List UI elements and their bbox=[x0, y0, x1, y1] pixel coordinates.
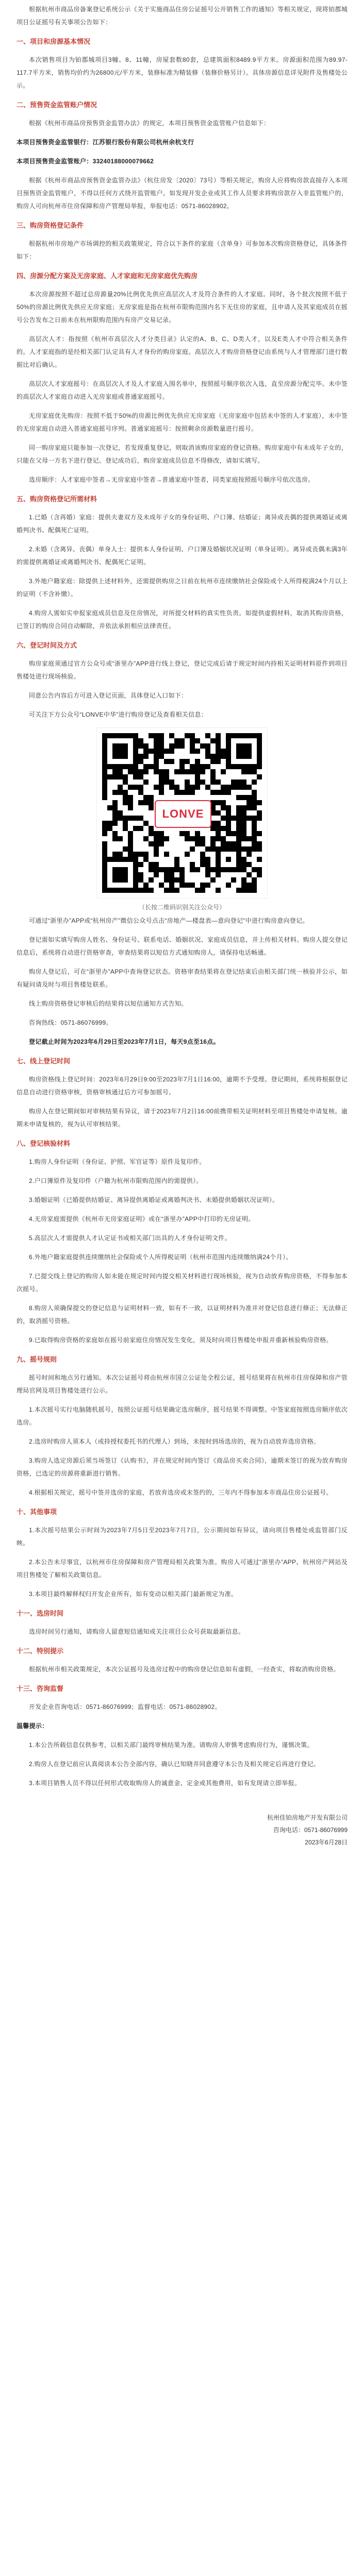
qr-code-block bbox=[17, 727, 348, 911]
verification-item-3: 3.婚姻证明（已婚提供结婚证、离异提供离婚证或离婚判决书、未婚提供婚姻状况证明）。 bbox=[29, 1196, 279, 1204]
allocation-paragraph-4: 无房家庭优先购房：按照不低于50%的房源比例优先供应无房家庭（无房家庭中包括未中签的人才家庭），未中签的无房家庭自动进入普通家庭摇号序列。普通家庭摇号：按照剩余房源数量进行摇号。 bbox=[17, 412, 348, 432]
materials-paragraph-2: 2.未婚（含离异、丧偶）单身人士：提供本人身份证明、户口簿及婚姻状况证明（单身证明）。离异或丧偶未满3年的需提供离婚证或离婚判决书、配偶死亡证明。 bbox=[17, 546, 348, 566]
other-paragraph-2: 2.本公告未尽事宜，以杭州市住房保障和房产管理局相关政策为准。购房人可通过“浙里办”APP、杭州房产网站及项目售楼处了解相关政策信息。 bbox=[17, 1558, 348, 1579]
online-time-paragraph-2: 购房人在登记期间如对审核结果有异议，请于2023年7月2日16:00前携带相关证明材料至项目售楼处申请复核。逾期未申请复核的，视为认可审核结果。 bbox=[17, 1108, 348, 1128]
section-heading-supervision: 十三、咨询监督 bbox=[17, 1685, 64, 1692]
verification-item-4: 4.无房家庭需提供《杭州市无房家庭证明》或在“浙里办”APP中打印的无房证明。 bbox=[29, 1215, 255, 1223]
registration-paragraph-2: 同意公告内容后方可进入登记页面，具体登记入口如下： bbox=[29, 692, 188, 699]
materials-paragraph-4: 4.购房人需如实申报家庭成员信息及住房情况，对所提交材料的真实性负责。如提供虚假材料，取消其购房资格，已签订的购房合同自动解除，并依法承担相应法律责任。 bbox=[17, 609, 348, 630]
registration-paragraph-3: 可关注下方公众号“LONVE中华”进行购房登记及查看相关信息： bbox=[29, 711, 207, 718]
online-time-paragraph-1: 购房资格线上登记时间：2023年6月29日9:00至2023年7月1日16:00，逾期不予受理。登记期间，系统将根据登记信息自动进行资格审核，资格审核通过后方可参加摇号。 bbox=[17, 1076, 348, 1096]
escrow-paragraph-2: 根据《杭州市商品房预售资金监管办法》（杭住房发〔2020〕73号）等相关规定，购房人应将购房款直接存入本项目预售资金监管账户，不得以任何方式绕开监管账户。如发现开发企业或其工作人员要求将购房款存入非监管账户的，购房人可向杭州市住房保障和房产管理局举报，举报电话：0571-86028902。 bbox=[17, 177, 348, 210]
section-heading-special-notice: 十二、特别提示 bbox=[17, 1647, 64, 1655]
footer-date: 2023年6月28日 bbox=[305, 1839, 348, 1846]
section-heading-verification: 八、登记核验材料 bbox=[17, 1140, 71, 1147]
registration-paragraph-1: 购房家庭须通过官方公众号或“浙里办”APP进行线上登记，登记完成后请于规定时间内持相关证明材料原件到项目售楼处进行现场核验。 bbox=[17, 660, 348, 680]
special-notice-paragraph: 根据杭州市相关政策规定，本次公证摇号及选房过程中的购房登记信息如有虚假，一经查实，将取消购房资格。 bbox=[29, 1666, 340, 1673]
materials-paragraph-3: 3.外地户籍家庭：除提供上述材料外，还需提供购房之日前在杭州市连续缴纳社会保险或个人所得税满24个月以上的证明（不含补缴）。 bbox=[17, 578, 348, 598]
online-registration-paragraph-3: 购房人登记后，可在“浙里办”APP中查询登记状态。资格审查结果将在登记结束后由相关部门统一核验并公示，如有疑问请及时与项目售楼处联系。 bbox=[17, 968, 348, 988]
reminder-item-2: 2.购房人在登记前应认真阅读本公告全部内容，确认已知晓并同意遵守本公告及相关规定后再进行登记。 bbox=[29, 1760, 320, 1768]
allocation-paragraph-2: 高层次人才：指按照《杭州市高层次人才分类目录》认定的A、B、C、D类人才，以及E类人才中符合相关条件的。人才家庭指的是经相关部门认定具有人才身份的购房家庭。高层次人才购房资格登记由系统与人才管理部门进行数据比对后确认。 bbox=[17, 335, 348, 368]
announcement-content bbox=[17, 3, 348, 1849]
allocation-paragraph-3: 高层次人才家庭摇号：在高层次人才及人才家庭入围名单中，按照摇号顺序依次入选，直至房源分配完毕。未中签的高层次人才家庭自动进入无房家庭或普通家庭摇号。 bbox=[17, 380, 348, 400]
materials-paragraph-1: 1.已婚（含再婚）家庭：提供夫妻双方及未成年子女的身份证明、户口簿、结婚证；离异或丧偶的提供离婚证或离婚判决书、配偶死亡证明。 bbox=[17, 514, 348, 534]
lottery-rules-paragraph-4: 3.购房人选定房源后须当场签订《认购书》，并在规定时间内签订《商品房买卖合同》，逾期未签订的视为放弃购房资格，已选定的房源将重新进行销售。 bbox=[17, 1457, 348, 1477]
section-heading-eligibility: 三、购房资格登记条件 bbox=[17, 222, 84, 229]
section-heading-materials: 五、购房资格登记所需材料 bbox=[17, 495, 97, 503]
section-heading-online-time: 七、线上登记时间 bbox=[17, 1057, 71, 1065]
housing-paragraph: 本次销售项目为铂郡城项目3幢、8、11幢，房屋套数80套，总建筑面积8489.9平方米。房源面积范围为89.97-117.7平方米，销售均价约为26800元/平方米，装修标准为精装修（装修价格另计）。具体房源信息详见附件及售楼处公示。 bbox=[17, 56, 348, 89]
section-heading-escrow: 二、预售资金监管账户情况 bbox=[17, 101, 97, 109]
footer-contact: 咨询电话：0571-86076999 bbox=[273, 1826, 348, 1834]
lottery-rules-paragraph-1: 摇号时间和地点另行通知。本次公证摇号将由杭州市国立公证处全程公证，摇号结果将在杭州市住房保障和房产管理局官网及项目售楼处进行公示。 bbox=[17, 1374, 348, 1394]
lottery-rules-paragraph-3: 2.选房时购房人须本人（或持授权委托书的代理人）到场，未按时到场选房的，视为自动放弃选房资格。 bbox=[29, 1438, 320, 1445]
other-paragraph-3: 3.本项目最终解释权归开发企业所有，如有变动以相关部门最新规定为准。 bbox=[29, 1590, 238, 1598]
lottery-rules-paragraph-5: 4.根据相关规定，摇号中签并选房的家庭，若放弃选房或未签约的，三年内不得参加本市商品住房公证摇号。 bbox=[29, 1489, 333, 1496]
verification-item-2: 2.户口簿原件及复印件（户籍为杭州市限购范围内的需提供）。 bbox=[29, 1177, 203, 1184]
reminder-item-1: 1.本公告所载信息仅供参考，以相关部门最终审核结果为准。请购房人审慎考虑购房行为，谨慎决策。 bbox=[29, 1741, 314, 1749]
section-heading-registration: 六、登记时间及方式 bbox=[17, 641, 77, 649]
verification-item-1: 1.购房人身份证明（身份证、护照、军官证等）原件及复印件。 bbox=[29, 1158, 206, 1165]
selection-time-paragraph: 选房时间另行通知，请购房人留意短信通知或关注项目公众号获取最新信息。 bbox=[29, 1628, 245, 1635]
verification-item-8: 8.购房人须确保提交的登记信息与证明材料一致，如有不一致，以证明材料为准并对登记信息进行修正；无法修正的，取消摇号资格。 bbox=[17, 1304, 348, 1325]
lonve-logo: LONVE bbox=[155, 800, 211, 828]
allocation-paragraph-1: 本次房源按照不超过总房源量20%比例优先供应高层次人才及符合条件的人才家庭。同时，各个批次按照不低于50%的房源比例优先供应无房家庭；无房家庭是指在杭州市限购范围内名下无住房的家庭，且申请人及其家庭成员在摇号公告发布之日前未在杭州限购范围内有房产交易记录。 bbox=[17, 291, 348, 324]
section-heading-other: 十、其他事项 bbox=[17, 1508, 57, 1516]
escrow-bank-line: 本项目预售资金监管银行：江苏银行股份有限公司杭州余杭支行 bbox=[17, 139, 194, 146]
reminder-item-3: 3.本项目销售人员不得以任何形式收取购房人的诚意金、定金或其他费用，如有发现请立即举报。 bbox=[29, 1780, 301, 1787]
section-heading-allocation: 四、房源分配方案及无房家庭、人才家庭和无房家庭优先购房 bbox=[17, 272, 198, 280]
online-registration-paragraph-4: 线上购房资格登记审核后的结果将以短信通知方式告知。 bbox=[29, 1000, 188, 1007]
verification-item-9: 9.已取得购房资格的家庭如在摇号前家庭住房情况发生变化，须及时向项目售楼处申报并重新核验购房资格。 bbox=[29, 1336, 333, 1344]
eligibility-paragraph: 根据杭州市房地产市场调控的相关政策规定，符合以下条件的家庭（含单身）可参加本次购房资格登记，具体条件如下： bbox=[17, 240, 348, 260]
section-heading-selection-time: 十一、选房时间 bbox=[17, 1609, 64, 1617]
intro-paragraph: 根据杭州市商品房备案登记系统公示《关于实施商品住房公证摇号公开销售工作的通知》等相关规定，现将铂郡城项目公证摇号有关事项公告如下： bbox=[17, 6, 348, 26]
online-registration-paragraph-2: 登记需如实填写购房人姓名、身份证号、联系电话、婚姻状况、家庭成员信息，并上传相关材料。购房人提交登记信息后，系统将自动进行资格审查，审查结果将以短信方式通知购房人，请保持电话畅通。 bbox=[17, 936, 348, 956]
consult-hotline: 咨询热线：0571-86076999。 bbox=[29, 1019, 112, 1026]
online-registration-paragraph-1: 可通过“浙里办”APP或“杭州房产”微信公众号点击“房地产—楼盘表—意向登记”中进行购房意向登记。 bbox=[29, 917, 309, 924]
verification-item-5: 5.高层次人才需提供人才认定证书或相关部门出具的人才身份证明文件。 bbox=[29, 1234, 231, 1242]
escrow-account-line: 本项目预售资金监管账户：33240188000079662 bbox=[17, 158, 154, 165]
allocation-paragraph-5: 同一购房家庭只能参加一次登记，若发现重复登记，则取消该购房家庭的登记资格。购房家庭中有未成年子女的，只能在父母一方名下进行登记。登记成功后，购房家庭成员信息不得修改，请如实填写。 bbox=[17, 444, 348, 464]
footer-company: 杭州佳铂房地产开发有限公司 bbox=[267, 1814, 348, 1821]
section-heading-housing: 一、项目和房源基本情况 bbox=[17, 38, 91, 45]
reminder-label: 温馨提示： bbox=[17, 1722, 48, 1730]
verification-item-7: 7.已提交线上登记的购房人如未能在规定时间内提交相关材料进行现场核验，视为自动放弃购房资格，不得参加本次摇号。 bbox=[17, 1273, 348, 1293]
qr-caption: （长按二维码识别关注公众号） bbox=[138, 904, 225, 911]
verification-item-6: 6.外地户籍家庭提供连续缴纳社会保险或个人所得税证明（杭州市范围内连续缴纳满24个月）。 bbox=[29, 1253, 292, 1261]
escrow-paragraph-1: 根据《杭州市商品房预售资金监管办法》的规定，本项目预售资金监管账户信息如下： bbox=[29, 120, 270, 127]
registration-deadline: 登记截止时间为2023年6月29日至2023年7月1日，每天9点至16点。 bbox=[29, 1038, 220, 1045]
allocation-paragraph-6: 选房顺序：人才家庭中签者→无房家庭中签者→普通家庭中签者，同类家庭按照摇号顺序号依次选房。 bbox=[29, 476, 315, 483]
supervision-paragraph-1: 开发企业咨询电话：0571-86076999；监督电话：0571-86028902。 bbox=[29, 1703, 221, 1710]
qr-code-image[interactable] bbox=[96, 727, 268, 899]
other-paragraph-1: 1.本次摇号结果公示时间为2023年7月5日至2023年7月7日，公示期间如有异议，请向项目售楼处或监管部门反映。 bbox=[17, 1527, 348, 1547]
section-heading-lottery-rules: 九、摇号规则 bbox=[17, 1355, 57, 1363]
lottery-rules-paragraph-2: 1.本次摇号实行电脑随机摇号，按照公证摇号结果确定选房顺序，摇号结果不得调整。中签家庭按照选房顺序依次选房。 bbox=[17, 1406, 348, 1426]
